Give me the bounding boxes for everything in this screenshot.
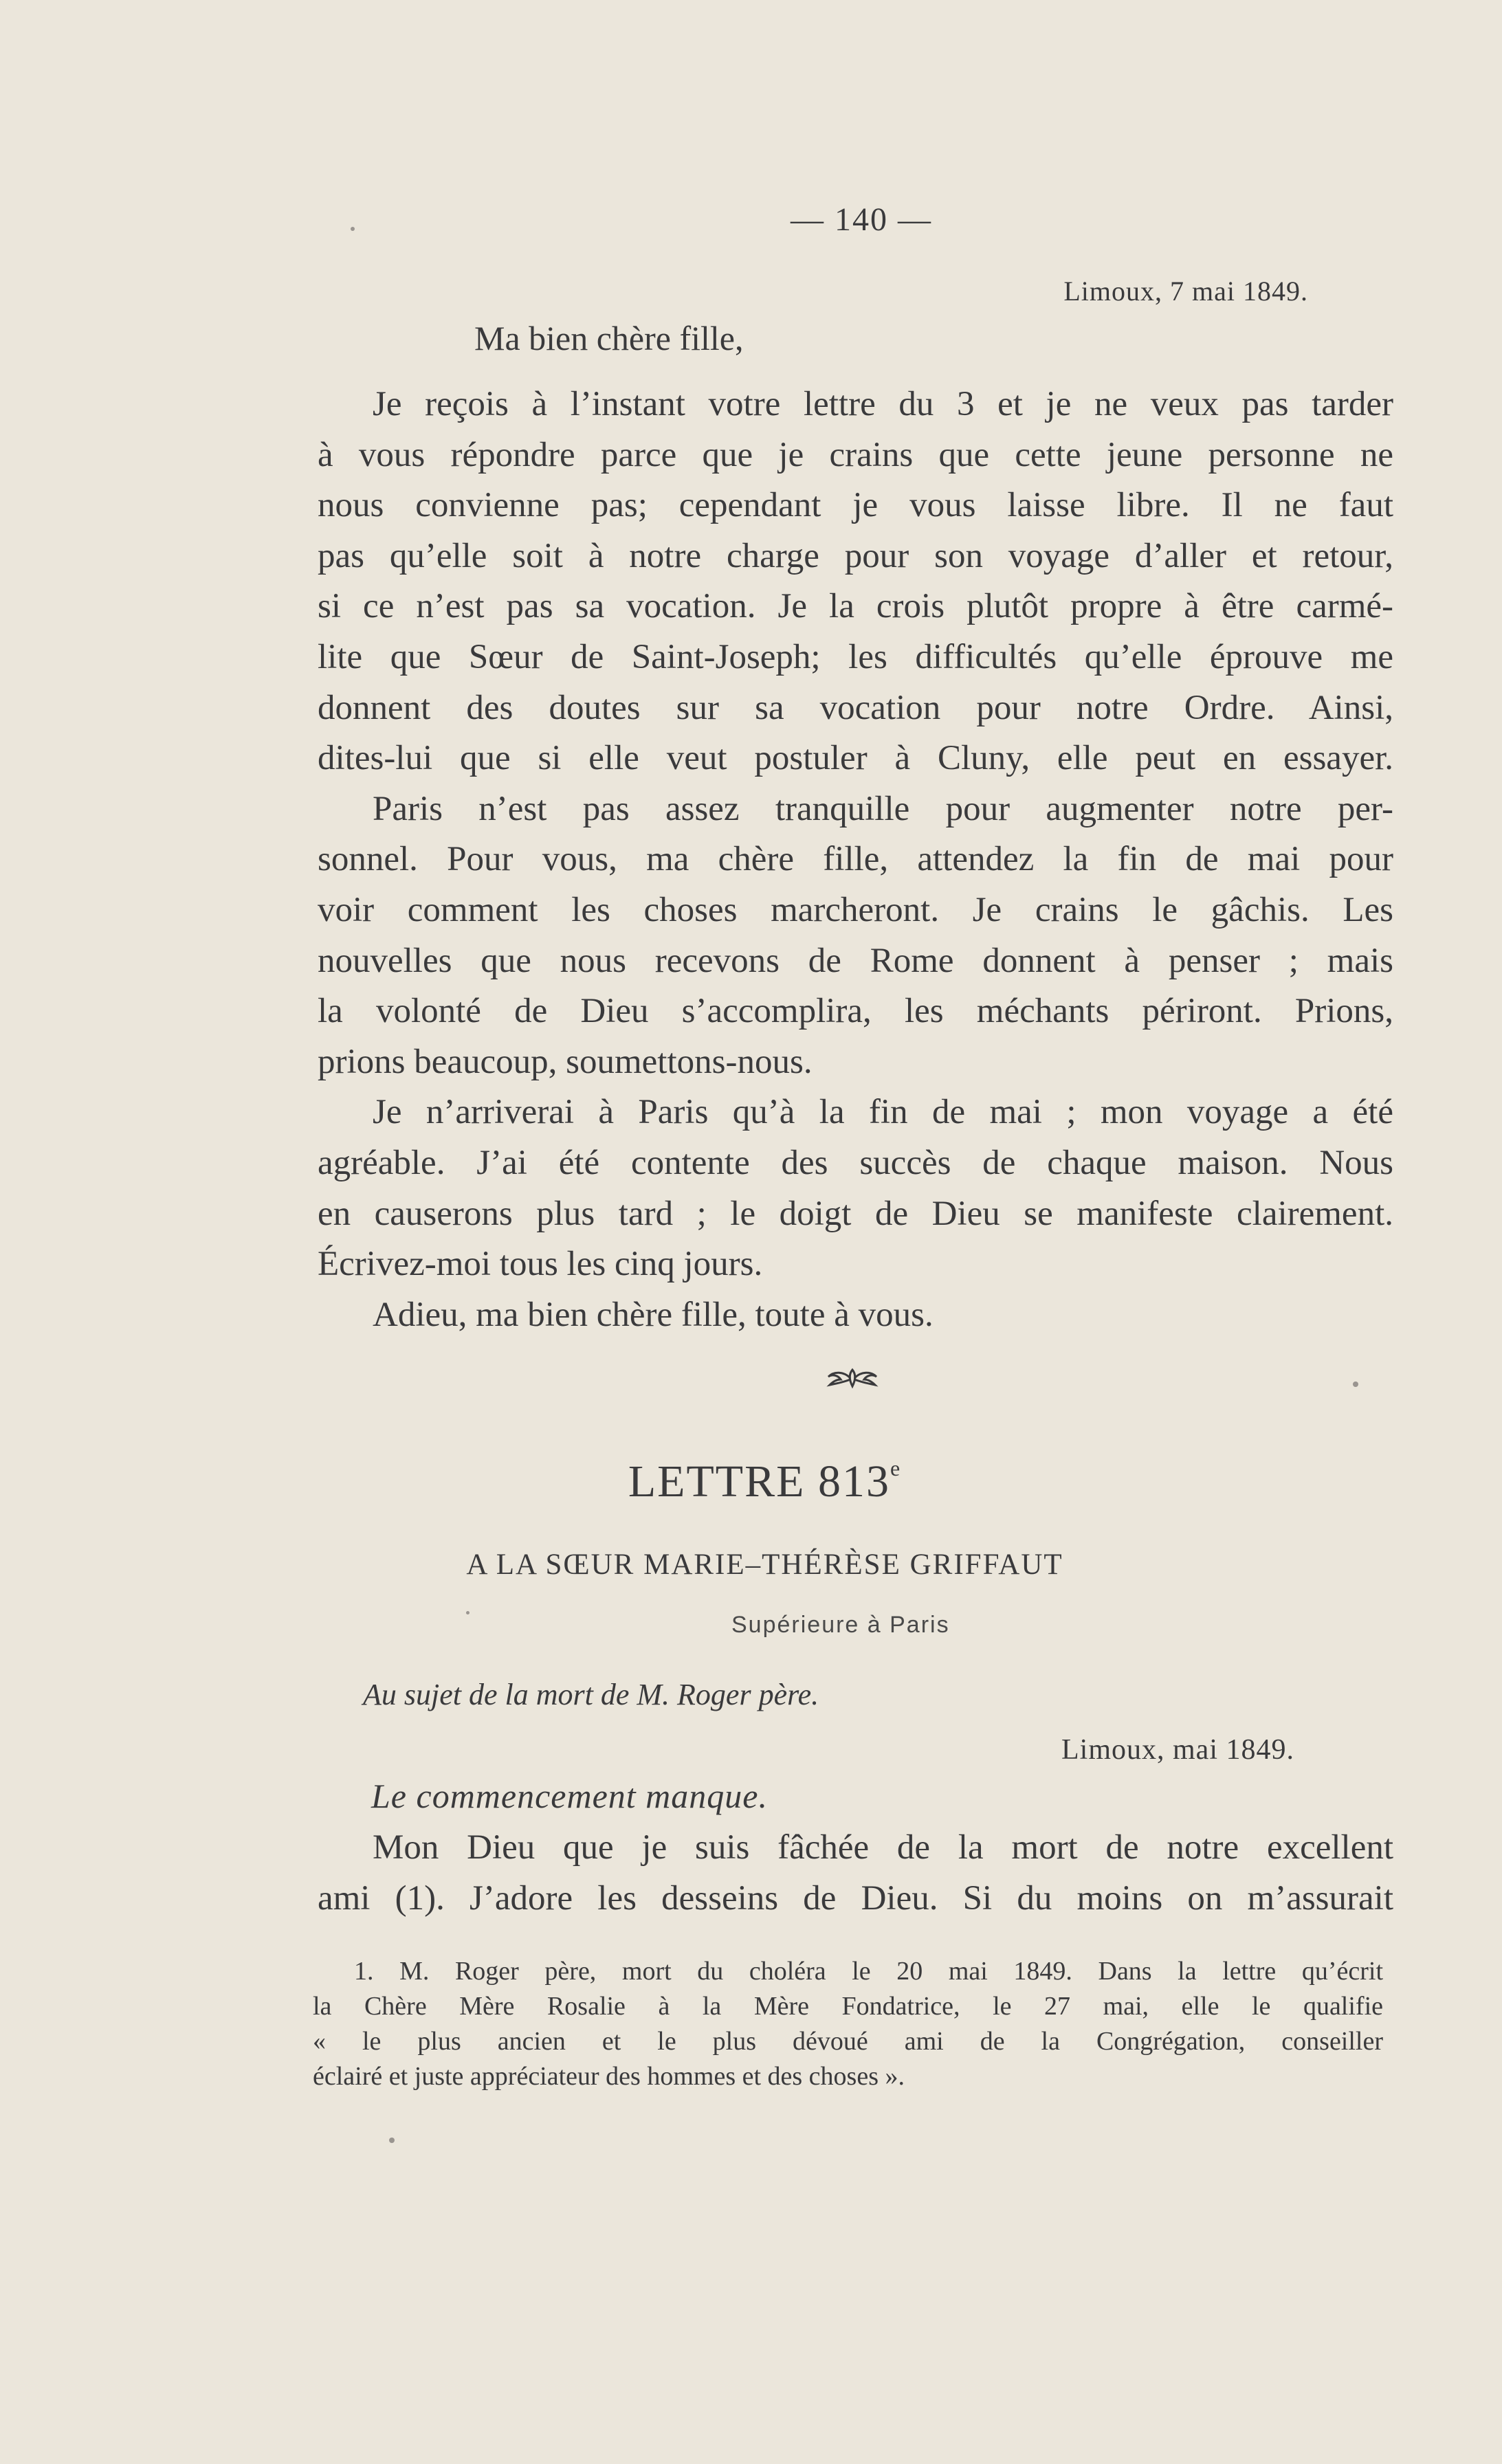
letter-subject: Au sujet de la mort de M. Roger père.	[363, 1678, 819, 1711]
text-line: Je reçois à l’instant votre lettre du 3 et je ne veux pas tarder	[373, 385, 1393, 423]
letter-recipient: A LA SŒUR MARIE–THÉRÈSE GRIFFAUT	[466, 1549, 1063, 1581]
text-line: lite que Sœur de Saint-Joseph; les difficultés qu’elle éprouve me	[318, 637, 1393, 676]
paper-speck	[466, 1611, 470, 1614]
paper-speck	[389, 2138, 395, 2143]
letter-title-text: LETTRE 813	[628, 1456, 890, 1507]
letter-body-2	[318, 1823, 1393, 1924]
text-line: prions beaucoup, soumettons-nous.	[318, 1042, 813, 1081]
footnote-line: 1. M. Roger père, mort du choléra le 20 mai 1849. Dans la lettre qu’écrit	[354, 1957, 1383, 1986]
text-line: ami (1). J’adore les desseins de Dieu. Si du moins on m’assurait	[318, 1878, 1393, 1918]
text-line: Adieu, ma bien chère fille, toute à vous.	[373, 1295, 934, 1334]
paper-speck	[1353, 1381, 1358, 1387]
letter-title	[0, 1456, 1502, 1508]
text-line: nouvelles que nous recevons de Rome donnent à penser ; mais	[318, 941, 1393, 980]
text-line: la volonté de Dieu s’accomplira, les méchants périront. Prions,	[318, 992, 1393, 1031]
recipient-role: Supérieure à Paris	[731, 1612, 950, 1638]
page-number: — 140 —	[791, 201, 932, 238]
text-line: dites-lui que si elle veut postuler à Cluny, elle peut en essayer.	[318, 739, 1393, 778]
text-line: sonnel. Pour vous, ma chère fille, attendez la fin de mai pour	[318, 840, 1393, 879]
editorial-note: Le commencement manque.	[371, 1777, 768, 1815]
footnote-line: éclairé et juste appréciateur des hommes et des choses ».	[313, 2062, 905, 2091]
text-line: donnent des doutes sur sa vocation pour notre Ordre. Ainsi,	[318, 688, 1393, 727]
letter-date-2: Limoux, mai 1849.	[1061, 1734, 1294, 1766]
fleuron-icon	[821, 1364, 883, 1392]
footnote-line: la Chère Mère Rosalie à la Mère Fondatrice, le 27 mai, elle le qualifie	[313, 1992, 1383, 2021]
text-line: agréable. J’ai été contente des succès de chaque maison. Nous	[318, 1143, 1393, 1182]
salutation: Ma bien chère fille,	[474, 319, 744, 357]
text-line: nous convienne pas; cependant je vous laisse libre. Il ne faut	[318, 486, 1393, 525]
text-line: si ce n’est pas sa vocation. Je la crois plutôt propre à être carmé-	[318, 587, 1393, 626]
footnote-line: « le plus ancien et le plus dévoué ami de la Congrégation, conseiller	[313, 2027, 1383, 2056]
letter-body	[318, 379, 1393, 1340]
text-line: pas qu’elle soit à notre charge pour son voyage d’aller et retour,	[318, 536, 1393, 575]
text-line: Paris n’est pas assez tranquille pour augmenter notre per-	[373, 789, 1393, 828]
text-line: voir comment les choses marcheront. Je crains le gâchis. Les	[318, 890, 1393, 929]
text-line: Mon Dieu que je suis fâchée de la mort de notre excellent	[373, 1828, 1393, 1867]
text-line: Je n’arriverai à Paris qu’à la fin de mai ; mon voyage a été	[373, 1093, 1393, 1132]
text-line: en causerons plus tard ; le doigt de Dieu se manifeste clairement.	[318, 1194, 1393, 1233]
letter-title-suffix: e	[890, 1456, 902, 1480]
letter-date: Limoux, 7 mai 1849.	[1063, 276, 1308, 307]
paper-speck	[351, 227, 355, 231]
text-line: Écrivez-moi tous les cinq jours.	[318, 1245, 763, 1284]
footnote	[313, 1954, 1383, 2094]
text-line: à vous répondre parce que je crains que cette jeune personne ne	[318, 435, 1393, 474]
